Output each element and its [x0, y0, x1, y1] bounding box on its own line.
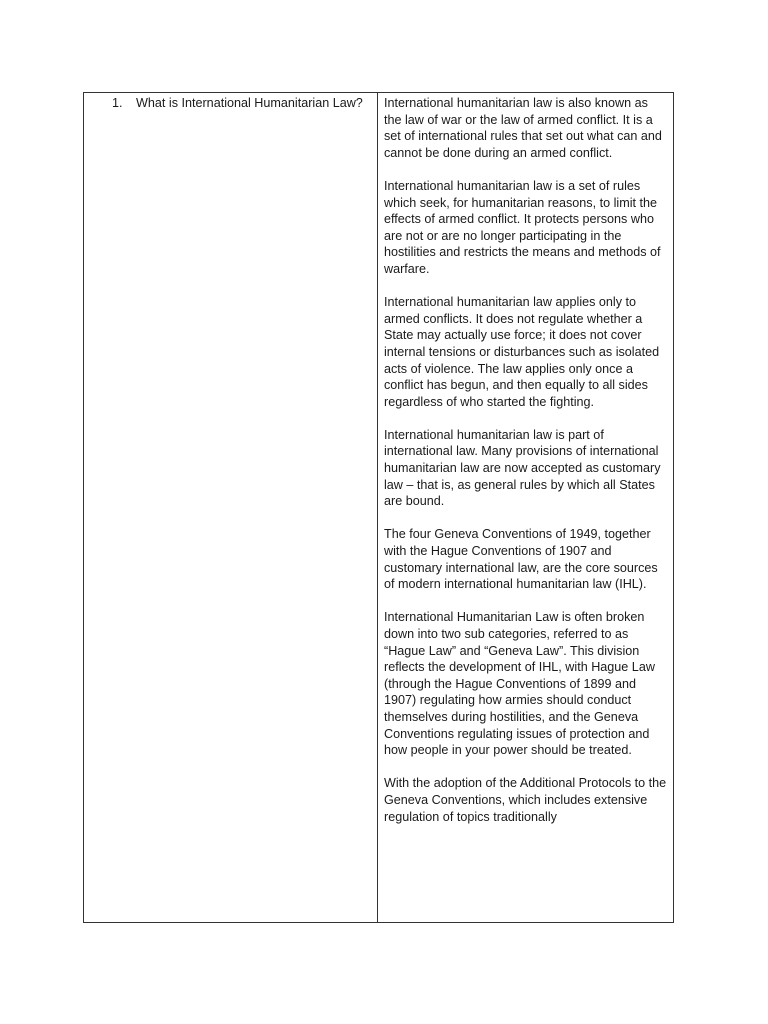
- question-item: [84, 93, 377, 112]
- qa-table: [83, 92, 674, 923]
- answer-body: [378, 93, 673, 922]
- answer-paragraph: The four Geneva Conventions of 1949, together with the Hague Conventions of 1907 and customary international law, are the core sources of modern international humanitarian law (IHL).: [384, 527, 658, 592]
- answer-paragraph: International humanitarian law applies only to armed conflicts. It does not regulate whether a State may actually use force; it does not cover internal tensions or disturbances such as isolated acts of violence. The law applies only once a conflict has begun, and then equally to all sides regardless of who started the fighting.: [384, 295, 660, 409]
- question-cell: [84, 93, 378, 923]
- answer-paragraph: International humanitarian law is also known as the law of war or the law of armed conflict. It is a set of international rules that set out what can and cannot be done during an armed conflict.: [384, 96, 662, 160]
- question-text: What is International Humanitarian Law?: [136, 96, 363, 110]
- answer-paragraph: With the adoption of the Additional Protocols to the Geneva Conventions, which includes extensive regulation of topics traditionally: [384, 776, 667, 824]
- answer-cell: [378, 93, 674, 923]
- table-row: [84, 93, 674, 923]
- answer-paragraph: International Humanitarian Law is often broken down into two sub categories, referred to as “Hague Law” and “Geneva Law”. This division reflects the development of IHL, with Hague Law (through the Hague Conventions of 1899 and 1907) regulating how armies should conduct themselves during hostilities, and the Geneva Conventions regulating issues of protection and how people in your power should be treated.: [384, 610, 655, 758]
- question-number: 1.: [112, 96, 123, 110]
- answer-paragraph: International humanitarian law is a set of rules which seek, for humanitarian reasons, to limit the effects of armed conflict. It protects persons who are not or are no longer participating in the hostilities and restricts the means and methods of warfare.: [384, 178, 661, 276]
- answer-paragraph: International humanitarian law is part of international law. Many provisions of international humanitarian law are now accepted as customary law – that is, as general rules by which all States are bound.: [384, 427, 661, 509]
